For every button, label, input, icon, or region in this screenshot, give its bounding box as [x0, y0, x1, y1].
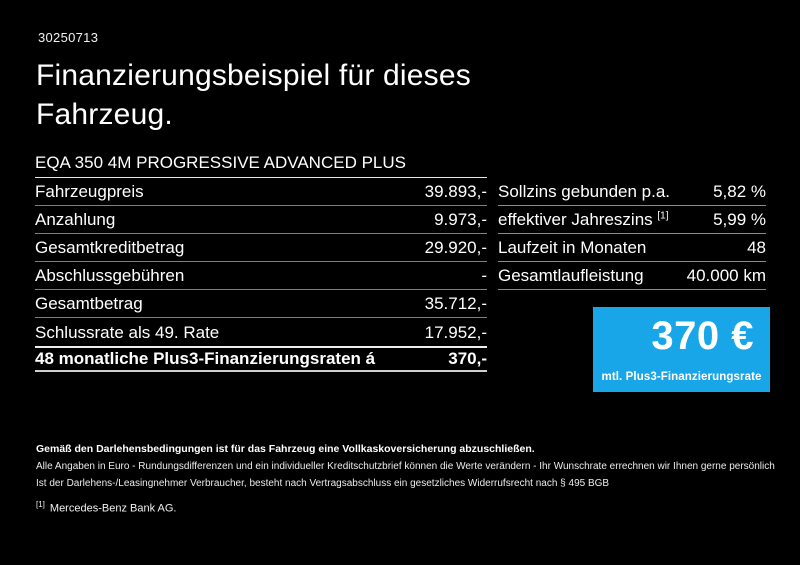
row-label: Gesamtkreditbetrag	[35, 238, 185, 257]
row-label: Sollzins gebunden p.a.	[498, 182, 671, 201]
row-label: Laufzeit in Monaten	[498, 238, 647, 257]
monthly-rate-amount: 370 €	[651, 314, 754, 358]
row-value: 39.893,-	[424, 182, 487, 201]
row-value: 35.712,-	[424, 294, 487, 313]
footnote-withdrawal: Ist der Darlehens-/Leasingnehmer Verbraucher, besteht nach Vertragsabschluss ein gesetzliches Widerrufsrecht nach § 495 BGB	[36, 478, 610, 489]
footnote-marker: [1]	[36, 500, 45, 509]
table-row-fahrzeugpreis	[35, 178, 487, 206]
financing-table	[35, 150, 487, 372]
table-row-schlussrate	[35, 318, 487, 346]
footnote-source-text: Mercedes-Benz Bank AG.	[49, 502, 177, 515]
row-value: 40.000 km	[686, 266, 766, 285]
row-value: 370,-	[448, 349, 487, 368]
monthly-rate-box	[593, 307, 770, 392]
table-row-sollzins	[498, 178, 766, 206]
monthly-rate-caption: mtl. Plus3-Finanzierungsrate	[601, 371, 762, 383]
table-row-gesamtbetrag	[35, 290, 487, 318]
footnote-disclaimer: Alle Angaben in Euro - Rundungsdifferenzen und ein individueller Kreditschutzbrief können die Werte verändern - Ihr Wunschrate errechnen wir Ihnen gerne persönlich	[36, 461, 775, 472]
row-label: Gesamtlaufleistung	[498, 266, 644, 285]
row-value: 5,82 %	[713, 182, 766, 201]
vehicle-model: EQA 350 4M PROGRESSIVE ADVANCED PLUS	[35, 150, 487, 178]
document-number: 30250713	[38, 30, 99, 45]
row-value: 17.952,-	[424, 323, 487, 342]
row-value: 5,99 %	[713, 210, 766, 229]
table-row-gesamtlaufleistung	[498, 262, 766, 290]
table-row-laufzeit	[498, 234, 766, 262]
row-label: 48 monatliche Plus3-Finanzierungsraten á	[35, 349, 376, 368]
row-label: Gesamtbetrag	[35, 294, 143, 313]
table-row-gesamtkreditbetrag	[35, 234, 487, 262]
footnotes	[36, 441, 786, 515]
page-title: Finanzierungsbeispiel für dieses Fahrzeug.	[36, 59, 471, 131]
row-label: Anzahlung	[35, 210, 116, 229]
row-label: Fahrzeugpreis	[35, 182, 144, 201]
conditions-table	[498, 178, 766, 290]
footnote-reference: [1]	[657, 210, 669, 222]
footnote-source	[36, 500, 786, 515]
row-value: 48	[747, 238, 766, 257]
row-label: Schlussrate als 49. Rate	[35, 323, 220, 342]
row-value: 29.920,-	[424, 238, 487, 257]
row-value: 9.973,-	[434, 210, 487, 229]
row-label-text: effektiver Jahreszins	[498, 210, 653, 229]
row-label: Abschlussgebühren	[35, 266, 185, 285]
table-row-monthly-rate	[35, 346, 487, 372]
table-row-effektiver-jahreszins	[498, 206, 766, 234]
row-value: -	[481, 266, 487, 285]
footnote-insurance: Gemäß den Darlehensbedingungen ist für das Fahrzeug eine Vollkaskoversicherung abzuschließen.	[36, 443, 535, 455]
table-row-anzahlung	[35, 206, 487, 234]
row-label	[498, 207, 669, 233]
table-row-abschlussgebuehren	[35, 262, 487, 290]
